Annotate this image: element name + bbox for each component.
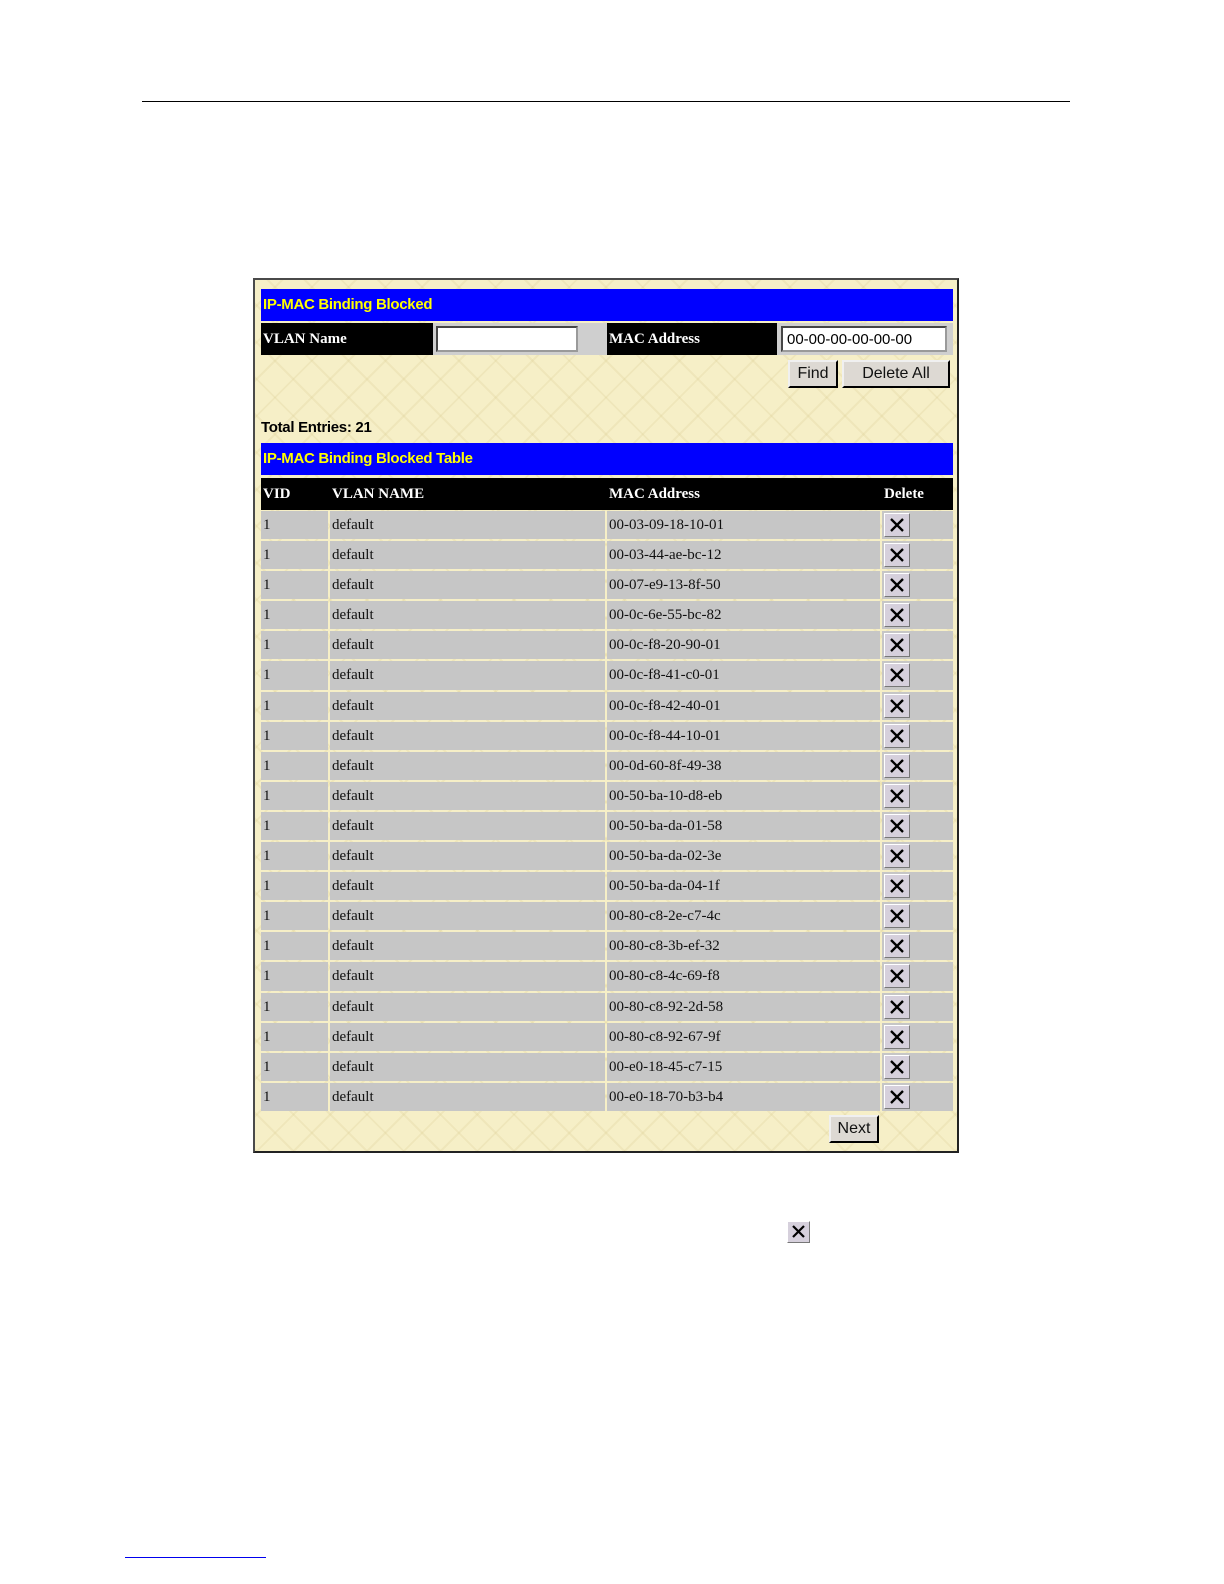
table-body	[261, 510, 953, 1112]
cell-delete	[882, 782, 953, 810]
table-row	[261, 721, 953, 751]
table-row	[261, 510, 953, 540]
cell-delete	[882, 571, 953, 599]
header-delete: Delete	[884, 486, 924, 502]
close-x-icon	[889, 547, 905, 563]
cell-vid: 1	[261, 932, 328, 960]
close-x-icon	[889, 1029, 905, 1045]
cell-vid: 1	[261, 812, 328, 840]
table-row	[261, 691, 953, 721]
close-x-icon	[889, 908, 905, 924]
cell-vlan-name: default	[330, 1053, 605, 1081]
delete-all-button[interactable]: Delete All	[842, 360, 950, 388]
cell-delete	[882, 722, 953, 750]
table-row	[261, 1022, 953, 1052]
cell-mac-address: 00-0c-6e-55-bc-82	[607, 601, 880, 629]
cell-vid: 1	[261, 631, 328, 659]
table-row	[261, 540, 953, 570]
table-row	[261, 1082, 953, 1112]
total-entries-text: Total Entries: 21	[261, 419, 372, 436]
table-row	[261, 841, 953, 871]
cell-mac-address: 00-e0-18-70-b3-b4	[607, 1083, 880, 1111]
next-button[interactable]: Next	[829, 1115, 879, 1143]
close-x-icon	[787, 1221, 810, 1243]
close-x-icon	[889, 848, 905, 864]
cell-mac-address: 00-0c-f8-42-40-01	[607, 692, 880, 720]
table-row	[261, 630, 953, 660]
cell-vid: 1	[261, 962, 328, 990]
cell-delete	[882, 812, 953, 840]
cell-vid: 1	[261, 1023, 328, 1051]
cell-vid: 1	[261, 782, 328, 810]
cell-delete	[882, 661, 953, 689]
close-x-icon	[889, 728, 905, 744]
cell-delete	[882, 692, 953, 720]
cell-mac-address: 00-e0-18-45-c7-15	[607, 1053, 880, 1081]
cell-vlan-name: default	[330, 842, 605, 870]
mac-address-input[interactable]	[781, 326, 947, 352]
header-mac-address: MAC Address	[609, 486, 700, 502]
find-button[interactable]: Find	[788, 360, 838, 388]
delete-row-button[interactable]	[884, 814, 910, 838]
cell-mac-address: 00-80-c8-92-2d-58	[607, 993, 880, 1021]
delete-row-button[interactable]	[884, 784, 910, 808]
table-row	[261, 751, 953, 781]
close-x-icon	[889, 818, 905, 834]
cell-vlan-name: default	[330, 752, 605, 780]
close-x-icon	[889, 637, 905, 653]
cell-vlan-name: default	[330, 993, 605, 1021]
table-row	[261, 901, 953, 931]
cell-delete	[882, 902, 953, 930]
cell-mac-address: 00-80-c8-2e-c7-4c	[607, 902, 880, 930]
cell-mac-address: 00-03-44-ae-bc-12	[607, 541, 880, 569]
cell-vid: 1	[261, 1083, 328, 1111]
cell-vlan-name: default	[330, 782, 605, 810]
close-x-icon	[889, 938, 905, 954]
header-vid: VID	[263, 486, 291, 502]
cell-vlan-name: default	[330, 1023, 605, 1051]
delete-row-button[interactable]	[884, 874, 910, 898]
cell-mac-address: 00-80-c8-92-67-9f	[607, 1023, 880, 1051]
cell-vid: 1	[261, 722, 328, 750]
table-row	[261, 660, 953, 690]
cell-delete	[882, 752, 953, 780]
close-x-icon	[889, 788, 905, 804]
cell-delete	[882, 631, 953, 659]
cell-vid: 1	[261, 661, 328, 689]
cell-vlan-name: default	[330, 631, 605, 659]
mac-address-label: MAC Address	[607, 323, 777, 355]
close-x-icon	[889, 878, 905, 894]
header-vlan-name: VLAN NAME	[332, 486, 425, 502]
cell-mac-address: 00-0c-f8-44-10-01	[607, 722, 880, 750]
delete-row-button[interactable]	[884, 964, 910, 988]
close-x-icon	[889, 577, 905, 593]
close-x-icon	[889, 667, 905, 683]
cell-vid: 1	[261, 872, 328, 900]
vlan-name-label: VLAN Name	[261, 323, 433, 355]
cell-vlan-name: default	[330, 571, 605, 599]
table-row	[261, 992, 953, 1022]
table-title: IP-MAC Binding Blocked Table	[261, 443, 953, 475]
cell-vid: 1	[261, 571, 328, 599]
cell-vid: 1	[261, 601, 328, 629]
delete-row-button[interactable]	[884, 995, 910, 1019]
delete-row-button[interactable]	[884, 663, 910, 687]
table-row	[261, 871, 953, 901]
cell-vlan-name: default	[330, 601, 605, 629]
cell-vid: 1	[261, 752, 328, 780]
cell-delete	[882, 1023, 953, 1051]
footnote-rule	[125, 1557, 266, 1558]
cell-vlan-name: default	[330, 962, 605, 990]
table-row	[261, 961, 953, 991]
delete-row-button[interactable]	[884, 1055, 910, 1079]
cell-vlan-name: default	[330, 692, 605, 720]
delete-row-button[interactable]	[884, 603, 910, 627]
cell-vlan-name: default	[330, 541, 605, 569]
delete-row-button[interactable]	[884, 573, 910, 597]
cell-vlan-name: default	[330, 872, 605, 900]
cell-mac-address: 00-0c-f8-41-c0-01	[607, 661, 880, 689]
cell-delete	[882, 1053, 953, 1081]
delete-row-button[interactable]	[884, 513, 910, 537]
close-x-icon	[889, 968, 905, 984]
cell-vid: 1	[261, 842, 328, 870]
table-header	[261, 478, 953, 510]
cell-mac-address: 00-0d-60-8f-49-38	[607, 752, 880, 780]
cell-vid: 1	[261, 1053, 328, 1081]
delete-row-button[interactable]	[884, 543, 910, 567]
cell-delete	[882, 842, 953, 870]
delete-row-button[interactable]	[884, 724, 910, 748]
close-x-icon	[889, 1089, 905, 1105]
cell-vlan-name: default	[330, 661, 605, 689]
cell-mac-address: 00-80-c8-3b-ef-32	[607, 932, 880, 960]
cell-delete	[882, 993, 953, 1021]
close-x-icon	[889, 517, 905, 533]
cell-delete	[882, 541, 953, 569]
delete-row-button[interactable]	[884, 1085, 910, 1109]
delete-row-button[interactable]	[884, 844, 910, 868]
cell-mac-address: 00-50-ba-10-d8-eb	[607, 782, 880, 810]
cell-vid: 1	[261, 993, 328, 1021]
cell-vlan-name: default	[330, 722, 605, 750]
cell-mac-address: 00-50-ba-da-01-58	[607, 812, 880, 840]
cell-mac-address: 00-80-c8-4c-69-f8	[607, 962, 880, 990]
delete-row-button[interactable]	[884, 694, 910, 718]
cell-mac-address: 00-0c-f8-20-90-01	[607, 631, 880, 659]
cell-vid: 1	[261, 902, 328, 930]
table-row	[261, 600, 953, 630]
close-x-icon	[889, 758, 905, 774]
cell-mac-address: 00-03-09-18-10-01	[607, 511, 880, 539]
cell-mac-address: 00-50-ba-da-02-3e	[607, 842, 880, 870]
cell-delete	[882, 872, 953, 900]
cell-delete	[882, 962, 953, 990]
cell-vid: 1	[261, 511, 328, 539]
table-row	[261, 570, 953, 600]
cell-delete	[882, 932, 953, 960]
delete-row-button[interactable]	[884, 904, 910, 928]
cell-vlan-name: default	[330, 932, 605, 960]
table-row	[261, 931, 953, 961]
delete-row-button[interactable]	[884, 754, 910, 778]
vlan-name-input[interactable]	[436, 326, 578, 352]
cell-vid: 1	[261, 692, 328, 720]
table-row	[261, 1052, 953, 1082]
cell-delete	[882, 1083, 953, 1111]
cell-delete	[882, 511, 953, 539]
close-x-icon	[889, 607, 905, 623]
table-row	[261, 811, 953, 841]
cell-vlan-name: default	[330, 902, 605, 930]
page-top-rule	[142, 101, 1070, 102]
cell-delete	[882, 601, 953, 629]
close-x-icon	[889, 1059, 905, 1075]
cell-mac-address: 00-07-e9-13-8f-50	[607, 571, 880, 599]
close-x-icon	[889, 999, 905, 1015]
delete-row-button[interactable]	[884, 1025, 910, 1049]
cell-mac-address: 00-50-ba-da-04-1f	[607, 872, 880, 900]
cell-vlan-name: default	[330, 812, 605, 840]
panel-title: IP-MAC Binding Blocked	[261, 289, 953, 321]
close-x-icon	[889, 698, 905, 714]
cell-vlan-name: default	[330, 1083, 605, 1111]
table-row	[261, 781, 953, 811]
cell-vlan-name: default	[330, 511, 605, 539]
cell-vid: 1	[261, 541, 328, 569]
delete-row-button[interactable]	[884, 934, 910, 958]
ip-mac-binding-blocked-panel	[253, 278, 959, 1153]
delete-row-button[interactable]	[884, 633, 910, 657]
total-entries	[261, 419, 371, 436]
